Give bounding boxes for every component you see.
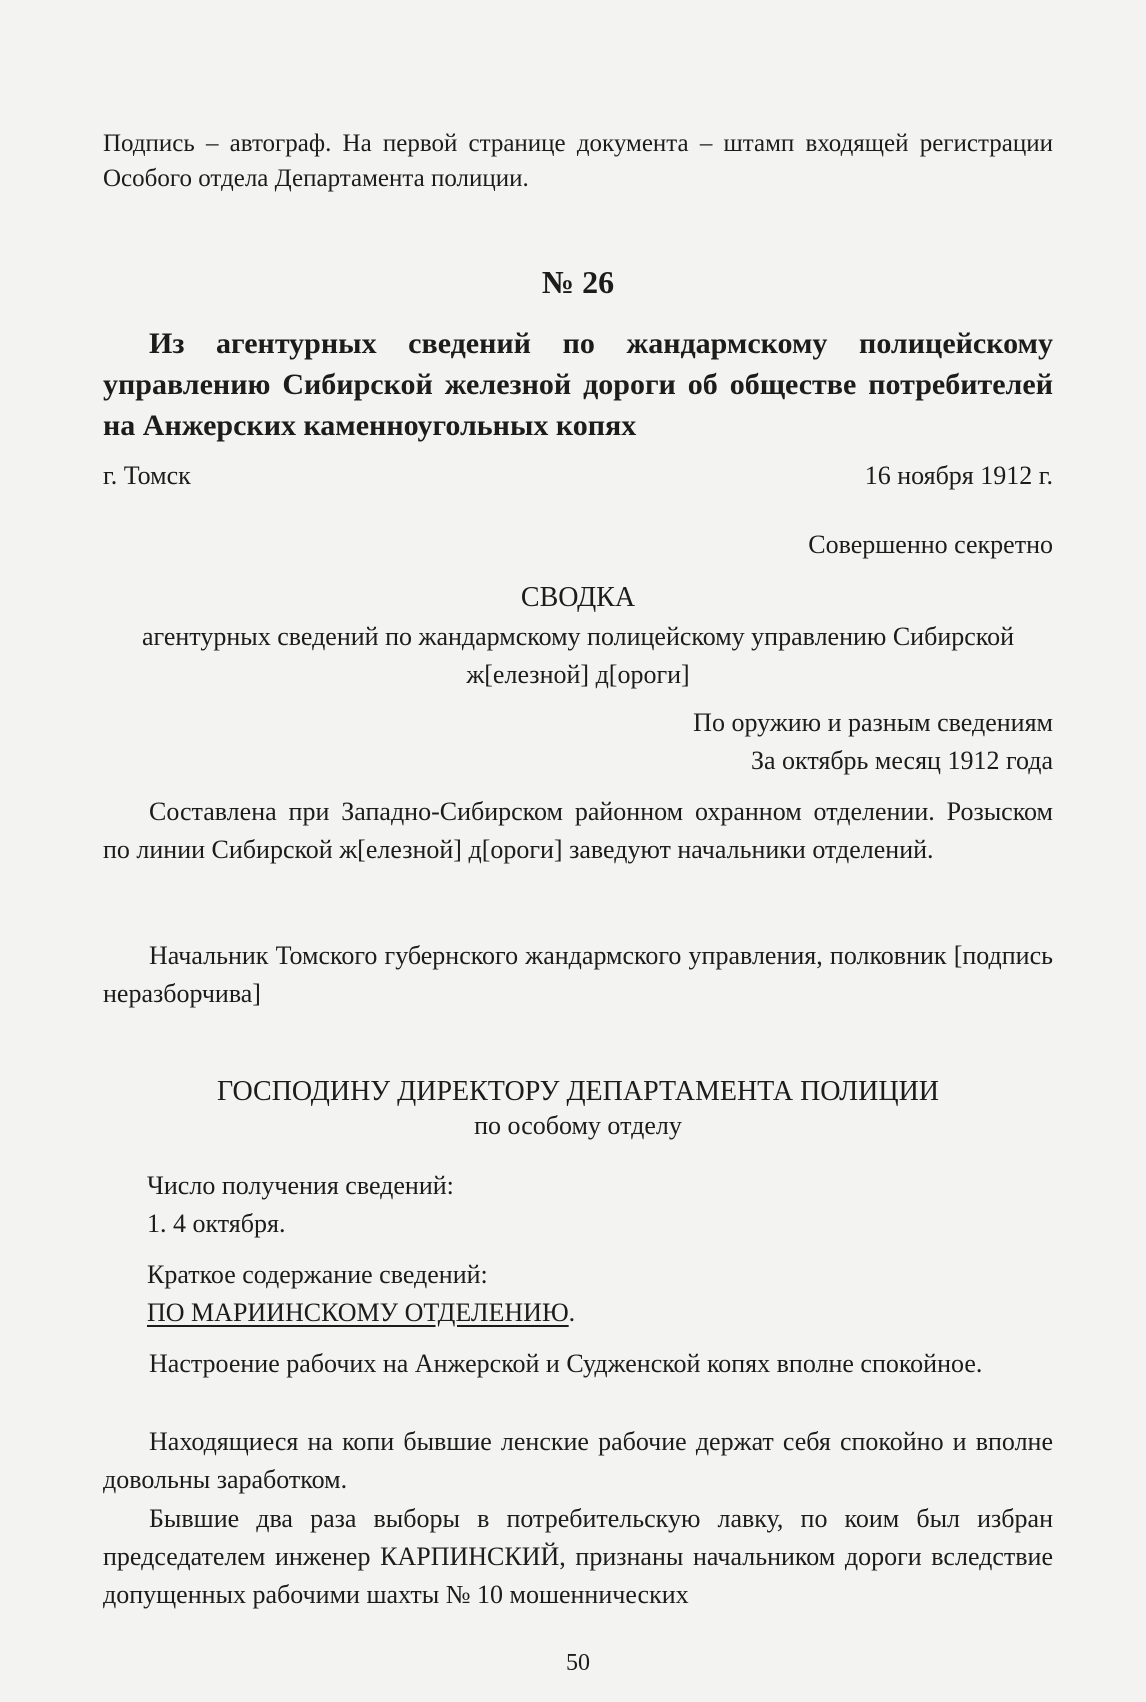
summary-section-tail: . (568, 1298, 576, 1327)
document-title: Из агентурных сведений по жандармскому полицейскому управлению Сибирской железной дороги об обществе потребителей на Анжерских каменноугольных копях (103, 327, 1053, 442)
intro-note: Подпись – автограф. На первой странице документа – штамп входящей регистрации Особого отдела Департамента полиции. (103, 130, 1053, 192)
document-place: г. Томск (103, 461, 191, 490)
addressee-heading: ГОСПОДИНУ ДИРЕКТОРУ ДЕПАРТАМЕНТА ПОЛИЦИИ (216, 1076, 940, 1107)
summary-section-heading: ПО МАРИИНСКОМУ ОТДЕЛЕНИЮ (147, 1298, 569, 1327)
summary-block (147, 1256, 1047, 1332)
document-date: 16 ноября 1912 г. (864, 461, 1053, 490)
paragraph-lena-workers: Находящиеся на копи бывшие ленские рабочие держат себя спокойно и вполне довольны заработком. (103, 1427, 1053, 1494)
chief-signature-paragraph: Начальник Томского губернского жандармского управления, полковник [подпись неразборчива] (103, 941, 1053, 1008)
page-number: 50 (566, 1650, 590, 1676)
date-received-block (147, 1167, 1047, 1243)
summary-label: Краткое содержание сведений: (147, 1260, 488, 1289)
paragraph-mood: Настроение рабочих на Анжерской и Судженской копях вполне спокойное. (149, 1349, 983, 1378)
topic-line-1: По оружию и разным сведениям (693, 708, 1053, 737)
summary-section-line (147, 1294, 1047, 1332)
date-received-value: 1. 4 октября. (147, 1209, 286, 1238)
compiled-paragraph: Составлена при Западно-Сибирском районном охранном отделении. Розыском по линии Сибирской ж[елезной] д[ороги] заведуют начальники отделений. (103, 797, 1053, 864)
paragraph-elections: Бывшие два раза выборы в потребительскую лавку, по коим был избран председателем инженер КАРПИНСКИЙ, признаны начальником дороги вследствие допущенных рабочими шахты № 10 мошеннических (103, 1504, 1053, 1609)
svodka-subtitle: агентурных сведений по жандармскому полицейскому управлению Сибирской ж[елезной] д[ороги] (141, 622, 1014, 689)
date-received-label: Число получения сведений: (147, 1171, 454, 1200)
classification-stamp: Совершенно секретно (808, 530, 1053, 559)
svodka-heading: СВОДКА (520, 582, 636, 613)
topic-line-2: За октябрь месяц 1912 года (750, 746, 1053, 775)
addressee-subheading: по особому отделу (474, 1111, 682, 1140)
topic-lines (103, 704, 1053, 780)
document-number: № 26 (541, 264, 615, 300)
